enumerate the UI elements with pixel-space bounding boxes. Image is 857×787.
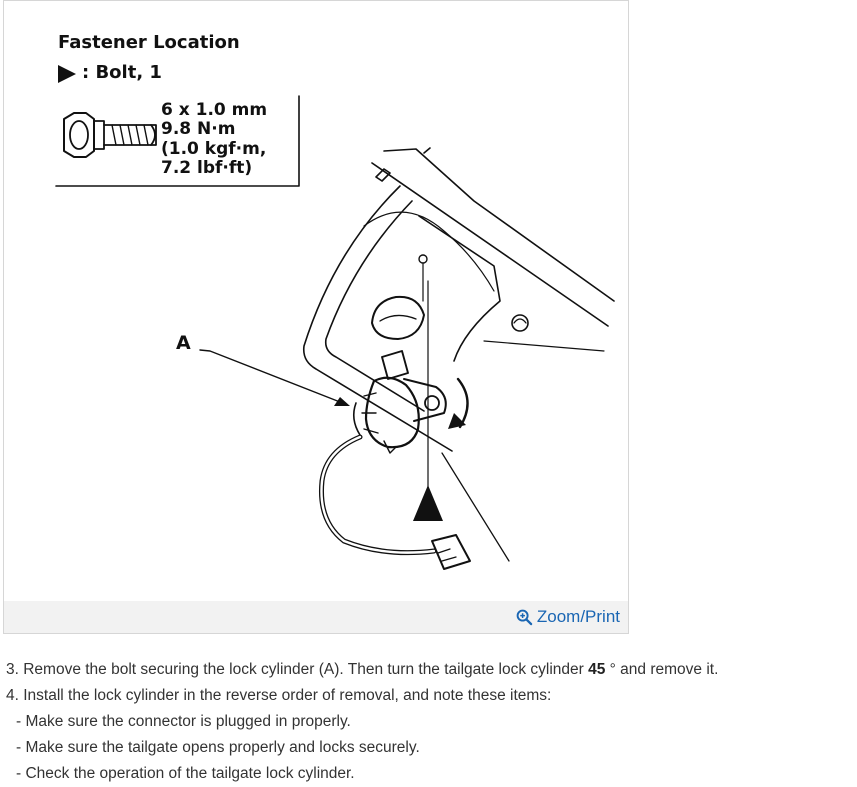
step-3-angle: 45 — [588, 661, 606, 678]
legend-frame — [56, 96, 299, 186]
step-4-item: - Make sure the tailgate opens properly and locks securely. — [16, 739, 420, 756]
diagram-figure — [4, 1, 628, 601]
zoom-print-label[interactable]: Zoom/Print — [536, 607, 620, 626]
bolt-spec-line-3: (1.0 kgf·m, — [161, 139, 267, 159]
step-3-text: 3. Remove the bolt securing the lock cylinder (A). Then turn the tailgate lock cylinder — [6, 661, 589, 678]
figure-footer — [4, 601, 628, 633]
wire-harness — [321, 437, 470, 569]
bolt-icon — [64, 113, 156, 157]
step-4: 4. Install the lock cylinder in the reverse order of removal, and note these items: — [6, 687, 552, 704]
bolt-spec-line-2: 9.8 N·m — [161, 119, 236, 139]
step-3 — [6, 657, 851, 683]
lock-cylinder-diagram — [4, 1, 628, 601]
bolt-indicator-arrow — [413, 485, 443, 521]
step-4-item: - Check the operation of the tailgate lock cylinder. — [16, 765, 355, 782]
bolt-spec-line-4: 7.2 lbf·ft) — [161, 158, 253, 178]
step-4-item: - Make sure the connector is plugged in properly. — [16, 713, 351, 730]
bolt-spec-line-1: 6 x 1.0 mm — [161, 100, 268, 120]
callout-leader — [200, 350, 340, 402]
zoom-in-icon — [516, 609, 533, 626]
callout-arrowhead — [334, 397, 350, 406]
figure-frame — [3, 0, 629, 634]
seal-cap — [372, 255, 427, 339]
zoom-print-link[interactable] — [516, 607, 620, 627]
fastener-heading: Fastener Location — [58, 32, 240, 53]
procedure-steps — [6, 657, 851, 787]
tailgate-panel — [304, 148, 614, 561]
callout-label-a: A — [176, 332, 191, 354]
bolt-label: : Bolt, 1 — [82, 62, 162, 83]
step-3-text-end: ° and remove it. — [605, 661, 719, 678]
